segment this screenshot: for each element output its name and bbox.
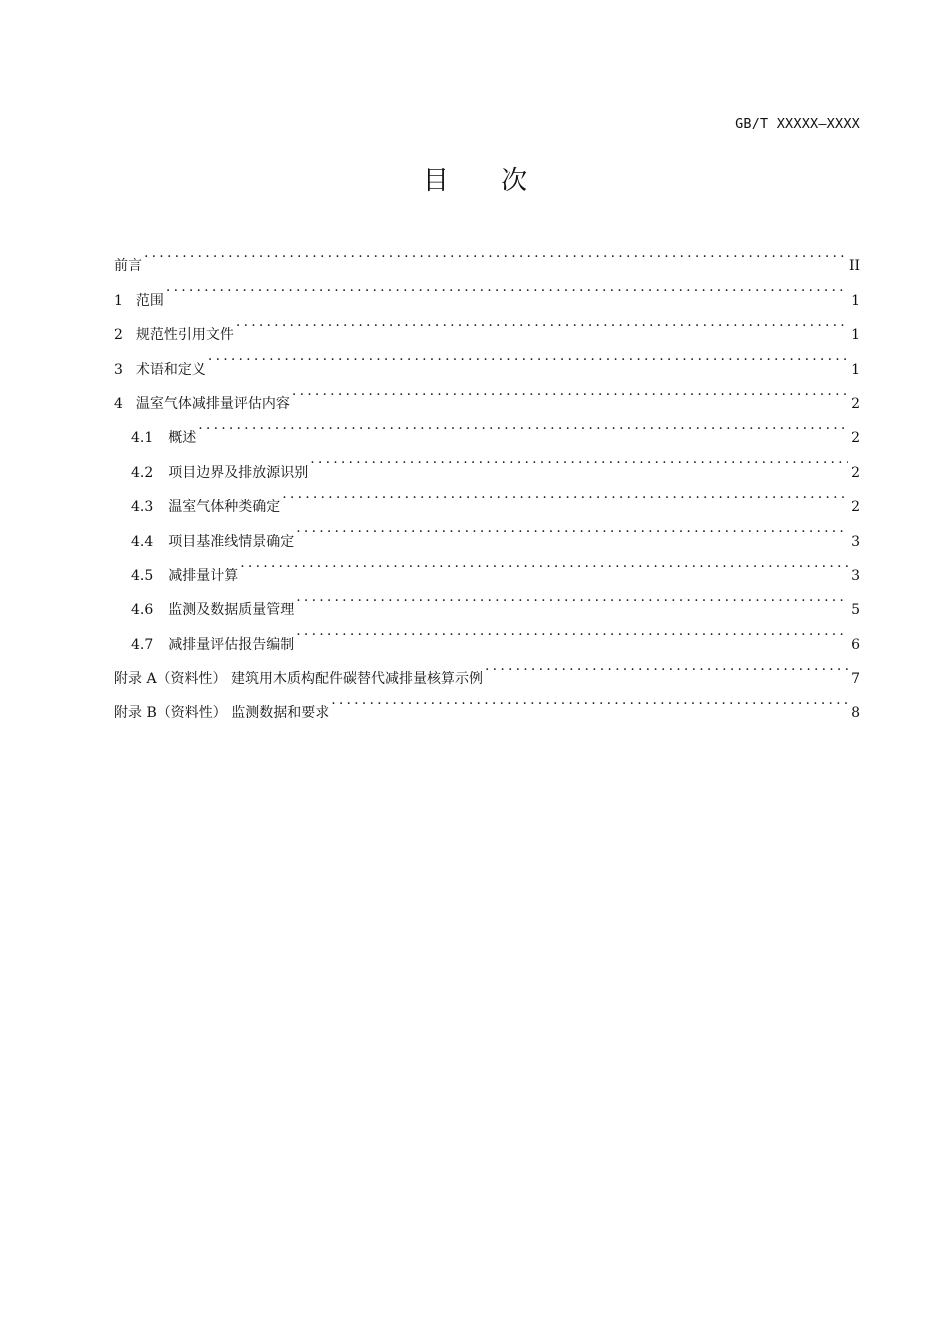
toc-entry-page: 1 <box>851 361 860 378</box>
toc-dot-leader <box>485 649 848 683</box>
toc-entry-text: 项目基准线情景确定 <box>168 533 295 550</box>
toc-entry-text: 范围 <box>135 292 164 309</box>
table-of-contents <box>114 236 860 722</box>
toc-entry-number: 4.5 <box>131 567 154 584</box>
toc-dot-leader <box>296 580 848 614</box>
toc-entry-page: 2 <box>851 395 860 412</box>
toc-dot-leader <box>240 546 848 580</box>
toc-entry-page: 3 <box>851 533 860 550</box>
toc-dot-leader <box>208 339 848 373</box>
toc-entry-page: 2 <box>851 430 860 447</box>
toc-entry-text: 减排量计算 <box>168 567 239 584</box>
toc-entry-text: 监测及数据质量管理 <box>168 602 295 619</box>
toc-entry-text: 温室气体减排量评估内容 <box>135 395 290 412</box>
toc-entry-number: 3 <box>114 361 123 378</box>
toc-title: 目 次 <box>422 166 550 196</box>
toc-entry-number: 4.4 <box>131 533 154 550</box>
toc-entry-4-2[interactable] <box>114 442 860 481</box>
toc-entry-text: 概述 <box>168 430 197 447</box>
toc-entry-page: 3 <box>851 567 860 584</box>
toc-entry-number: 4.1 <box>131 430 154 447</box>
toc-dot-leader <box>331 683 848 717</box>
toc-entry-number: 4 <box>114 395 123 412</box>
toc-entry-page: 7 <box>851 671 860 688</box>
toc-entry-page: 6 <box>851 636 860 653</box>
toc-entry-number: 2 <box>114 327 123 344</box>
toc-entry-page: 2 <box>851 464 860 481</box>
toc-entry-page: 5 <box>851 602 860 619</box>
toc-dot-leader <box>292 374 848 408</box>
toc-entry-text: 规范性引用文件 <box>135 327 234 344</box>
toc-entry-text: 前言 <box>114 258 142 275</box>
toc-dot-leader <box>310 442 848 476</box>
toc-entry-page: 1 <box>851 327 860 344</box>
toc-entry-foreword[interactable] <box>114 236 860 275</box>
toc-dot-leader <box>236 305 848 339</box>
toc-entry-2[interactable] <box>114 305 860 344</box>
toc-entry-3[interactable] <box>114 339 860 378</box>
toc-entry-1[interactable] <box>114 270 860 309</box>
toc-entry-number: 4.7 <box>131 636 154 653</box>
toc-entry-text: 减排量评估报告编制 <box>168 636 295 653</box>
toc-entry-page: II <box>848 258 860 275</box>
toc-entry-text: 项目边界及排放源识别 <box>168 464 309 481</box>
toc-entry-text: 附录 A（资料性） 建筑用木质构配件碳替代减排量核算示例 <box>114 671 484 688</box>
toc-dot-leader <box>144 236 846 270</box>
toc-dot-leader <box>296 511 848 545</box>
toc-entry-page: 8 <box>851 705 860 722</box>
toc-entry-4-1[interactable] <box>114 408 860 447</box>
toc-entry-text: 温室气体种类确定 <box>168 499 281 516</box>
toc-entry-number: 4.2 <box>131 464 154 481</box>
toc-dot-leader <box>198 408 848 442</box>
toc-entry-page: 1 <box>851 292 860 309</box>
toc-entry-page: 2 <box>851 499 860 516</box>
toc-dot-leader <box>296 614 848 648</box>
toc-entry-number: 1 <box>114 292 123 309</box>
toc-entry-text: 附录 B（资料性） 监测数据和要求 <box>114 705 330 722</box>
toc-entry-text: 术语和定义 <box>135 361 206 378</box>
standard-code: GB/T XXXXX—XXXX <box>735 116 860 132</box>
toc-entry-4[interactable] <box>114 374 860 412</box>
toc-dot-leader <box>282 477 848 511</box>
toc-entry-number: 4.6 <box>131 602 154 619</box>
toc-entry-number: 4.3 <box>131 499 154 516</box>
toc-dot-leader <box>166 270 848 304</box>
